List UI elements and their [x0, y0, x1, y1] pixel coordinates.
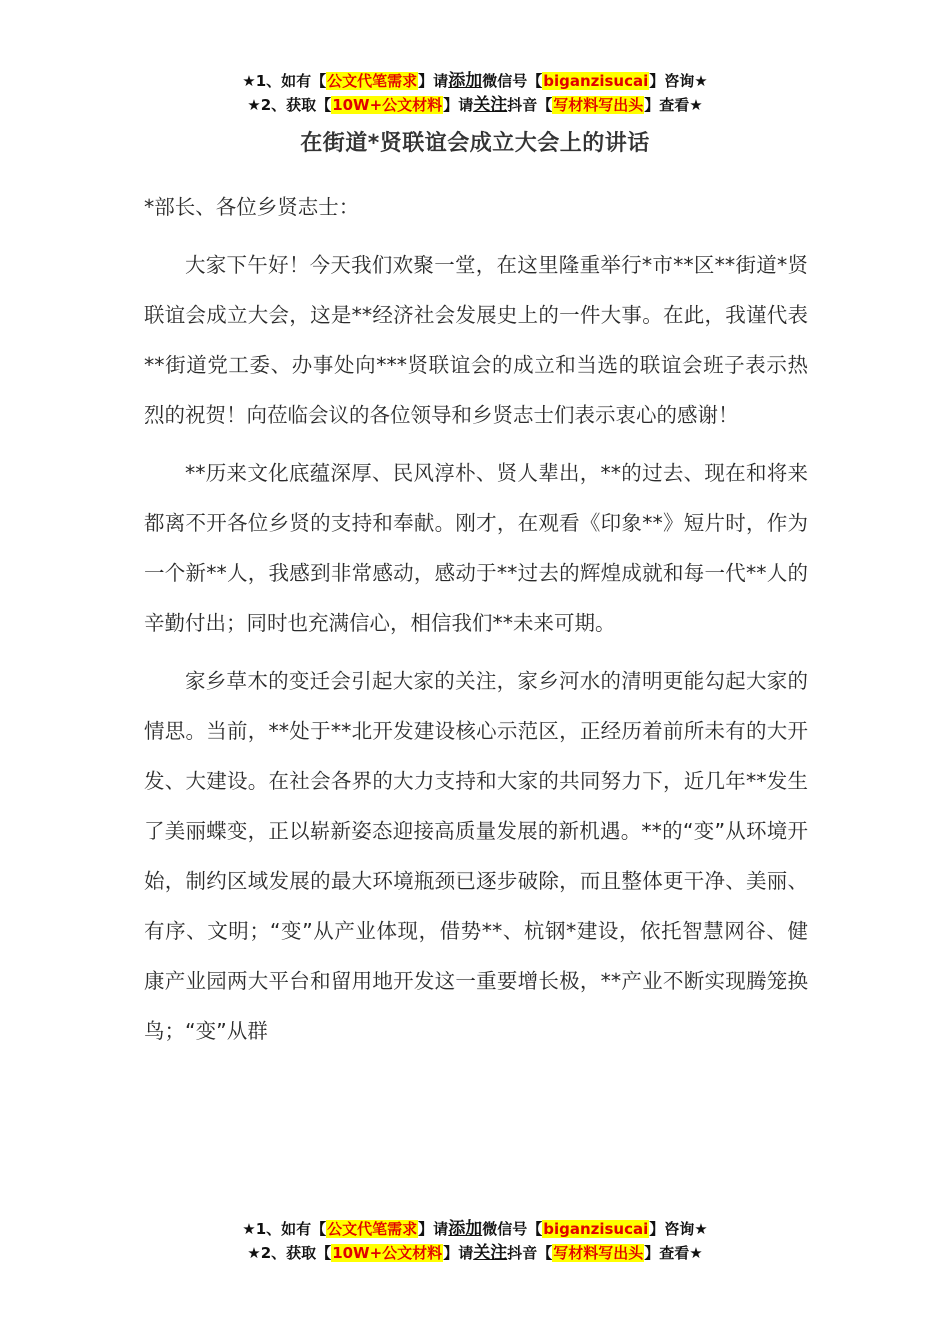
- banner-underlined-text: 添加: [448, 71, 483, 91]
- banner-text: ★1、如有【: [242, 1220, 327, 1238]
- paragraph-3: 家乡草木的变迁会引起大家的关注，家乡河水的清明更能勾起大家的情思。当前，**处于**北开发建设核心示范区，正经历着前所未有的大开发、大建设。在社会各界的大力支持和大家的共同努力下，近几年**发生了美丽蝶变，正以崭新姿态迎接高质量发展的新机遇。**的“变”从环境开始，制约区域发展的最大环境瓶颈已逐步破除，而且整体更干净、美丽、有序、文明；“变”从产业体现，借势**、杭钢*建设，依托智慧网谷、健康产业园两大平台和留用地开发这一重要增长极，**产业不断实现腾笼换鸟；“变”从群: [144, 669, 808, 1043]
- header-banner: [0, 69, 950, 117]
- banner-wechat-id: biganzisucai: [543, 72, 649, 90]
- banner-wechat-id: biganzisucai: [543, 1220, 649, 1238]
- banner-underlined-text: 关注: [473, 95, 508, 115]
- banner-line-1: [0, 69, 950, 93]
- banner-text: ★1、如有【: [242, 72, 327, 90]
- banner-text: 微信号【: [482, 1220, 543, 1238]
- banner-text: 微信号【: [482, 72, 543, 90]
- banner-text: ★2、获取【: [247, 96, 332, 114]
- banner-text: ★2、获取【: [247, 1244, 332, 1262]
- banner-text: 】查看★: [644, 1244, 703, 1262]
- document-body: [144, 182, 808, 1064]
- banner-underlined-text: 关注: [473, 1243, 508, 1263]
- banner-underlined-text: 添加: [448, 1219, 483, 1239]
- banner-douyin-account: 写材料写出头: [553, 1244, 644, 1262]
- salutation: *部长、各位乡贤志士：: [144, 195, 360, 219]
- banner-text: 】咨询★: [649, 1220, 708, 1238]
- banner-line-1: [0, 1217, 950, 1241]
- banner-highlight: 公文代笔需求: [327, 72, 418, 90]
- banner-line-2: [0, 1241, 950, 1265]
- banner-text: 】查看★: [644, 96, 703, 114]
- paragraph-2: **历来文化底蕴深厚、民风淳朴、贤人辈出，**的过去、现在和将来都离不开各位乡贤的支持和奉献。刚才，在观看《印象**》短片时，作为一个新**人，我感到非常感动，感动于**过去的辉煌成就和每一代**人的辛勤付出；同时也充满信心，相信我们**未来可期。: [144, 461, 808, 635]
- footer-banner: [0, 1217, 950, 1265]
- banner-text: 】咨询★: [649, 72, 708, 90]
- banner-text: 抖音【: [507, 96, 553, 114]
- banner-text: 】请: [443, 1244, 474, 1262]
- paragraph-1: 大家下午好！今天我们欢聚一堂，在这里隆重举行*市**区**街道*贤联谊会成立大会，这是**经济社会发展史上的一件大事。在此，我谨代表**街道党工委、办事处向***贤联谊会的成立和当选的联谊会班子表示热烈的祝贺！向莅临会议的各位领导和乡贤志士们表示衷心的感谢！: [144, 253, 808, 427]
- banner-text: 抖音【: [507, 1244, 553, 1262]
- banner-douyin-account: 写材料写出头: [553, 96, 644, 114]
- banner-text: 】请: [418, 1220, 449, 1238]
- banner-highlight: 10W+公文材料: [332, 1244, 443, 1262]
- document-title: 在街道*贤联谊会成立大会上的讲话: [300, 131, 650, 156]
- banner-highlight: 公文代笔需求: [327, 1220, 418, 1238]
- banner-highlight: 10W+公文材料: [332, 96, 443, 114]
- banner-text: 】请: [443, 96, 474, 114]
- banner-text: 】请: [418, 72, 449, 90]
- banner-line-2: [0, 93, 950, 117]
